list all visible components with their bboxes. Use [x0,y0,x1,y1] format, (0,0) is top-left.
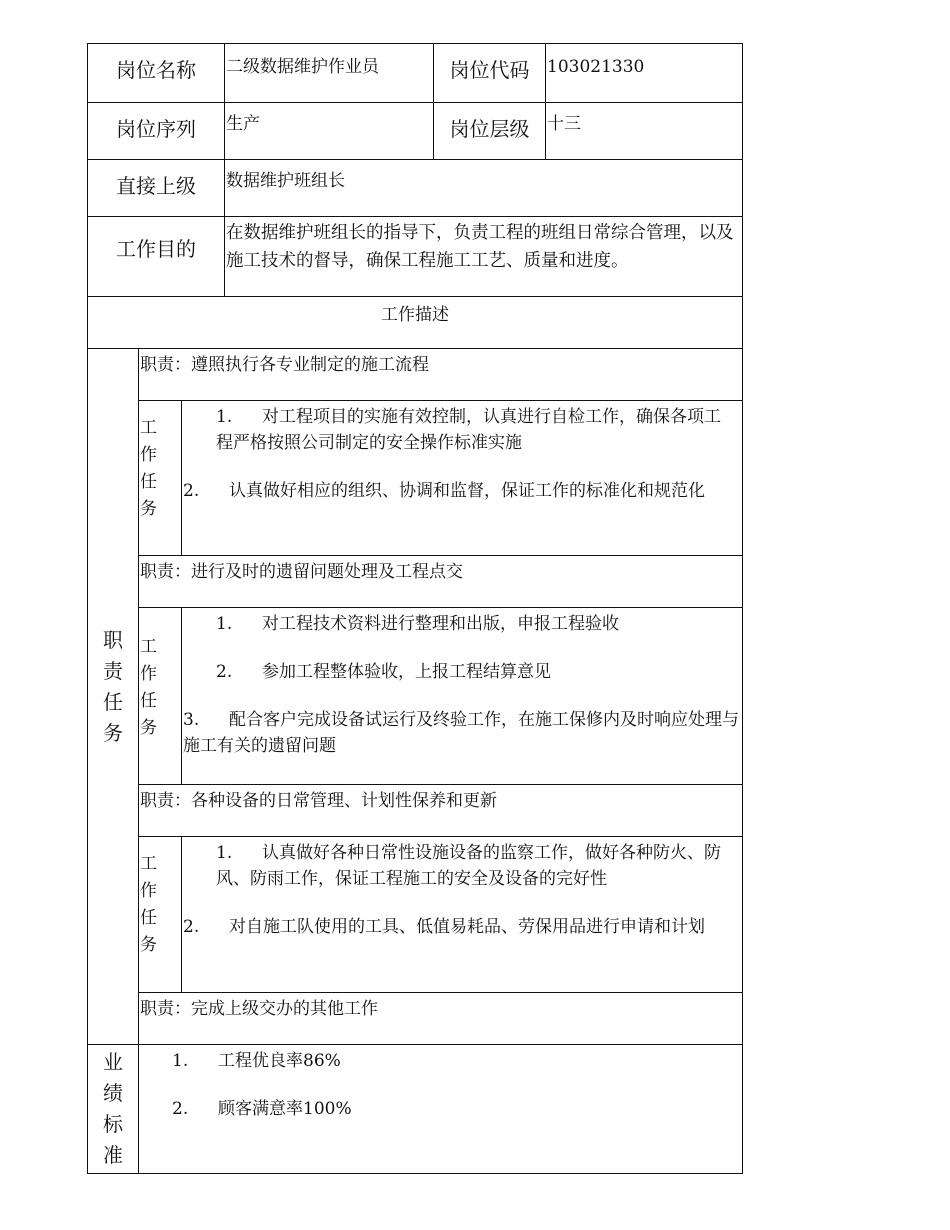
task-item [183,707,742,759]
performance-label-text: 业绩标准 [103,1050,123,1167]
performance-num: 2. [172,1099,189,1119]
duties-label [87,348,139,1045]
task-item [183,478,742,504]
performance-item [172,1096,742,1122]
task-num: 1. [216,614,233,634]
task-text: 对自施工队使用的工具、低值易耗品、劳保用品进行申请和计划 [229,917,705,937]
task-num: 3. [183,710,200,730]
task-text: 认真做好各种日常性设施设备的监察工作，做好各种防火、防风、防雨工作，保证工程施工的安全及设备的完好性 [216,843,721,889]
tasks-2 [181,607,743,785]
task-item [183,840,742,892]
supervisor-label: 直接上级 [87,159,225,217]
tasks-1 [181,400,743,556]
description-title: 工作描述 [87,296,743,349]
performance-list [138,1044,743,1174]
position-name-label: 岗位名称 [87,43,225,103]
task-num: 1. [216,407,233,427]
task-label-3 [138,836,182,993]
task-label-text: 工作任务 [140,854,157,955]
performance-item [172,1048,742,1074]
performance-text: 顾客满意率100% [218,1099,352,1119]
task-item [183,404,742,456]
task-num: 2. [216,662,233,682]
task-label-2 [138,607,182,785]
performance-num: 1. [172,1051,189,1071]
task-num: 1. [216,843,233,863]
duty-3: 职责：各种设备的日常管理、计划性保养和更新 [138,784,743,837]
task-text: 配合客户完成设备试运行及终验工作，在施工保修内及时响应处理与施工有关的遗留问题 [183,710,739,756]
sequence-label: 岗位序列 [87,102,225,160]
sequence: 生产 [224,102,434,160]
duty-4: 职责：完成上级交办的其他工作 [138,992,743,1045]
level-label: 岗位层级 [433,102,546,160]
position-code: 103021330 [545,43,743,103]
task-text: 认真做好相应的组织、协调和监督，保证工作的标准化和规范化 [229,481,705,501]
level: 十三 [545,102,743,160]
purpose-label: 工作目的 [87,216,225,297]
task-label-1 [138,400,182,556]
task-num: 2. [183,481,200,501]
duties-label-text: 职责任务 [103,628,123,745]
position-code-label: 岗位代码 [433,43,546,103]
duty-1: 职责：遵照执行各专业制定的施工流程 [138,348,743,401]
task-text: 参加工程整体验收，上报工程结算意见 [262,662,551,682]
performance-text: 工程优良率86% [218,1051,341,1071]
duty-2: 职责：进行及时的遗留问题处理及工程点交 [138,555,743,608]
purpose: 在数据维护班组长的指导下，负责工程的班组日常综合管理，以及施工技术的督导，确保工程施工工艺、质量和进度。 [224,216,743,297]
task-text: 对工程项目的实施有效控制，认真进行自检工作，确保各项工程严格按照公司制定的安全操作标准实施 [216,407,721,453]
supervisor: 数据维护班组长 [224,159,743,217]
task-item [183,611,742,637]
position-name: 二级数据维护作业员 [224,43,434,103]
task-item [183,914,742,940]
task-label-text: 工作任务 [140,637,157,738]
performance-label [87,1044,139,1174]
task-label-text: 工作任务 [140,418,157,519]
tasks-3 [181,836,743,993]
task-item [183,659,742,685]
task-num: 2. [183,917,200,937]
task-text: 对工程技术资料进行整理和出版，申报工程验收 [262,614,619,634]
